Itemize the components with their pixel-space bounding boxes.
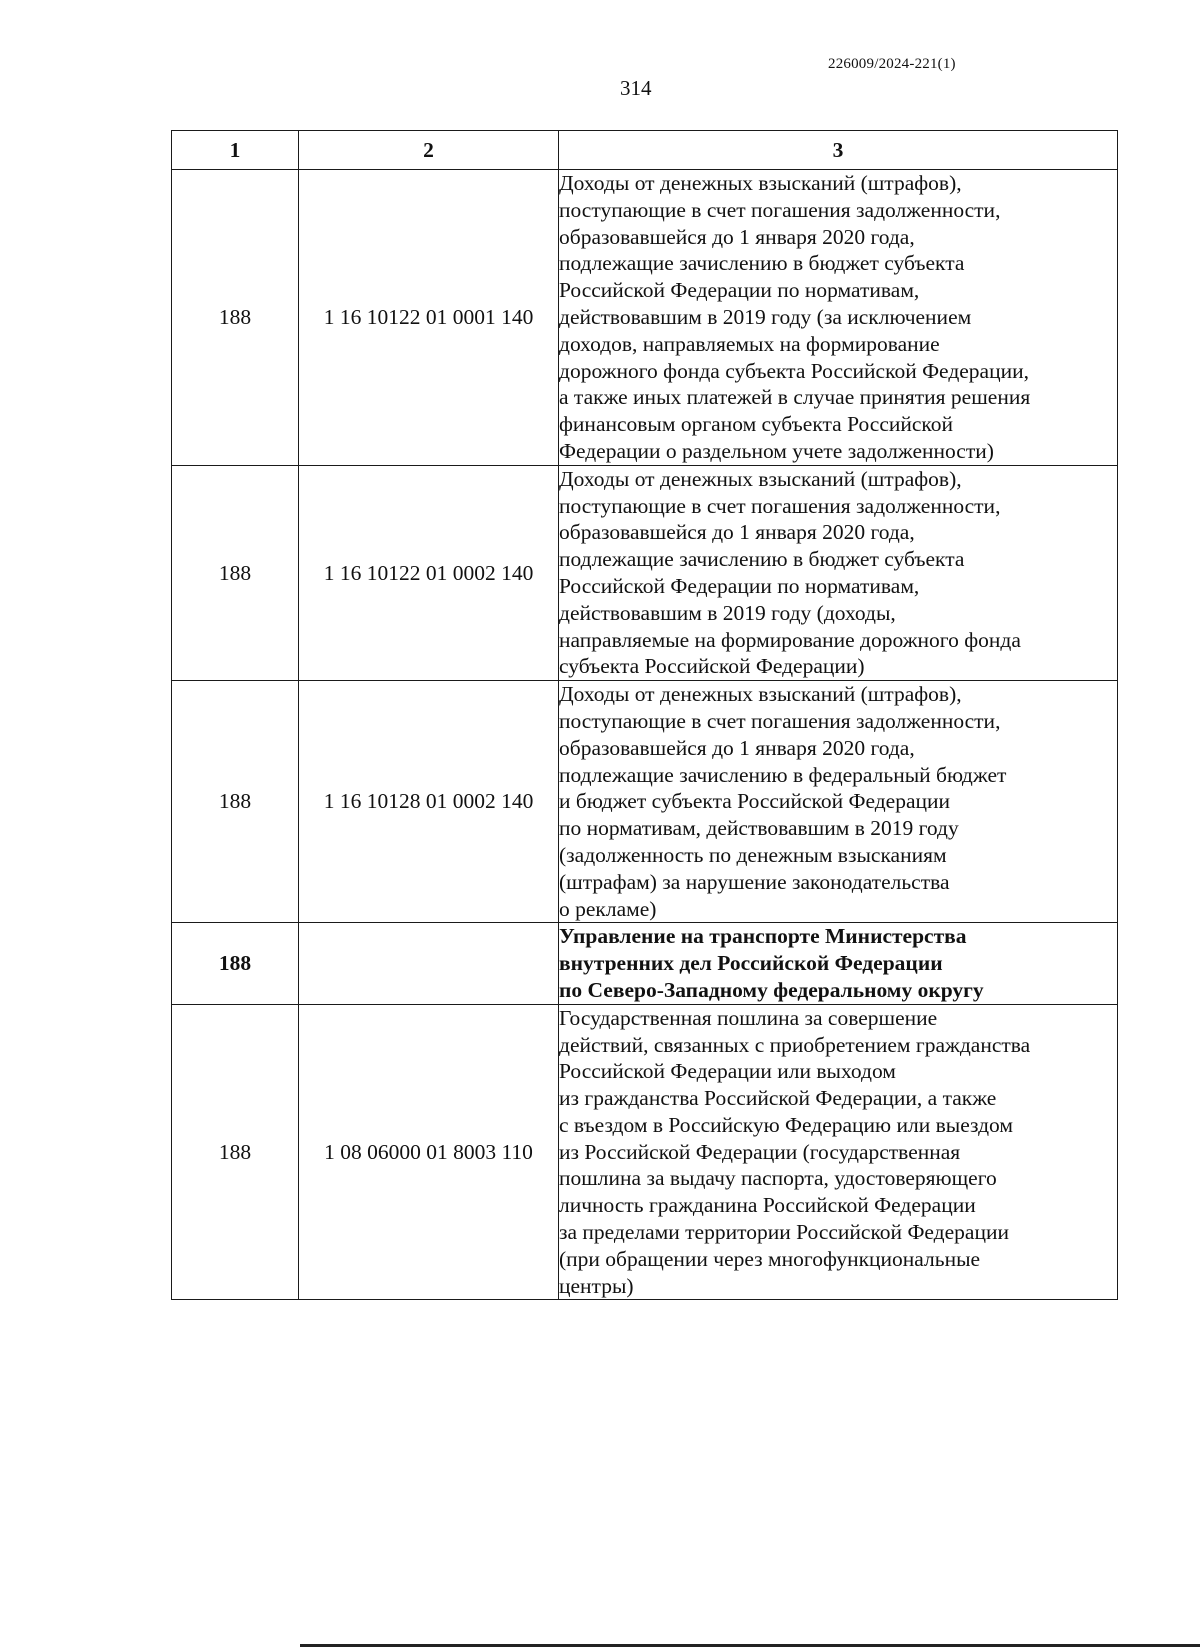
kbk-code-cell: 1 16 10128 01 0002 140 [299,681,559,923]
kbk-code-cell: 1 08 06000 01 8003 110 [299,1004,559,1300]
column-header-2: 2 [299,131,559,170]
description-line: (при обращении через многофункциональные [559,1246,981,1271]
description-line: действовавшим в 2019 году (доходы, [559,600,896,625]
table-row [172,465,1118,680]
description-line: Доходы от денежных взысканий (штрафов), [559,682,962,707]
kbk-code-cell: 1 16 10122 01 0001 140 [299,170,559,466]
description-line: образовавшейся до 1 января 2020 года, [559,520,915,545]
heading-line: по Северо-Западному федеральному округу [559,977,984,1002]
description-line: Российской Федерации по нормативам, [559,573,920,598]
description-line: действовавшим в 2019 году (за исключением [559,304,972,329]
description-line: из Российской Федерации (государственная [559,1139,961,1164]
table-row-section-heading [172,923,1118,1004]
description-line: образовавшейся до 1 января 2020 года, [559,735,915,760]
heading-line: внутренних дел Российской Федерации [559,951,943,976]
admin-code-cell: 188 [172,923,299,1004]
table-row [172,1004,1118,1300]
description-line: поступающие в счет погашения задолженности, [559,708,1001,733]
description-cell [559,1004,1118,1300]
page-number: 314 [620,76,652,100]
description-cell [559,170,1118,466]
description-line: с въездом в Российскую Федерацию или выездом [559,1112,1013,1137]
description-line: Российской Федерации или выходом [559,1059,896,1084]
description-line: Государственная пошлина за совершение [559,1005,938,1030]
description-line: Доходы от денежных взысканий (штрафов), [559,466,962,491]
description-line: личность гражданина Российской Федерации [559,1193,976,1218]
description-line: Российской Федерации по нормативам, [559,278,920,303]
section-heading-cell [559,923,1118,1004]
document-id: 226009/2024-221(1) [828,56,956,72]
description-line: (штрафам) за нарушение законодательства [559,869,950,894]
table-row [172,681,1118,923]
description-line: подлежащие зачислению в бюджет субъекта [559,547,965,572]
description-line: субъекта Российской Федерации) [559,654,865,679]
description-line: Федерации о раздельном учете задолженности) [559,438,994,463]
table-row [172,170,1118,466]
description-line: финансовым органом субъекта Российской [559,412,954,437]
description-line: подлежащие зачислению в федеральный бюджет [559,762,1007,787]
revenue-codes-table [171,130,1118,1300]
description-line: дорожного фонда субъекта Российской Федерации, [559,358,1029,383]
description-line: (задолженность по денежным взысканиям [559,842,947,867]
description-line: за пределами территории Российской Федерации [559,1220,1009,1245]
column-header-1: 1 [172,131,299,170]
description-line: действий, связанных с приобретением гражданства [559,1032,1031,1057]
column-header-3: 3 [559,131,1118,170]
description-cell [559,465,1118,680]
admin-code-cell: 188 [172,465,299,680]
description-line: а также иных платежей в случае принятия решения [559,385,1031,410]
admin-code-cell: 188 [172,170,299,466]
description-line: подлежащие зачислению в бюджет субъекта [559,251,965,276]
description-line: пошлина за выдачу паспорта, удостоверяющего [559,1166,997,1191]
description-line: образовавшейся до 1 января 2020 года, [559,224,915,249]
description-line: направляемые на формирование дорожного фонда [559,627,1021,652]
kbk-code-cell: 1 16 10122 01 0002 140 [299,465,559,680]
description-line: о рекламе) [559,896,657,921]
description-line: Доходы от денежных взысканий (штрафов), [559,171,962,195]
description-line: и бюджет субъекта Российской Федерации [559,789,951,814]
admin-code-cell: 188 [172,1004,299,1300]
admin-code-cell: 188 [172,681,299,923]
description-line: поступающие в счет погашения задолженности, [559,197,1001,222]
description-cell [559,681,1118,923]
heading-line: Управление на транспорте Министерства [559,924,967,949]
description-line: из гражданства Российской Федерации, а также [559,1086,997,1111]
kbk-code-cell [299,923,559,1004]
table-header-row [172,131,1118,170]
scan-edge-rule [300,1644,1200,1647]
description-line: поступающие в счет погашения задолженности, [559,493,1001,518]
description-line: доходов, направляемых на формирование [559,331,940,356]
description-line: центры) [559,1273,634,1298]
description-line: по нормативам, действовавшим в 2019 году [559,816,959,841]
